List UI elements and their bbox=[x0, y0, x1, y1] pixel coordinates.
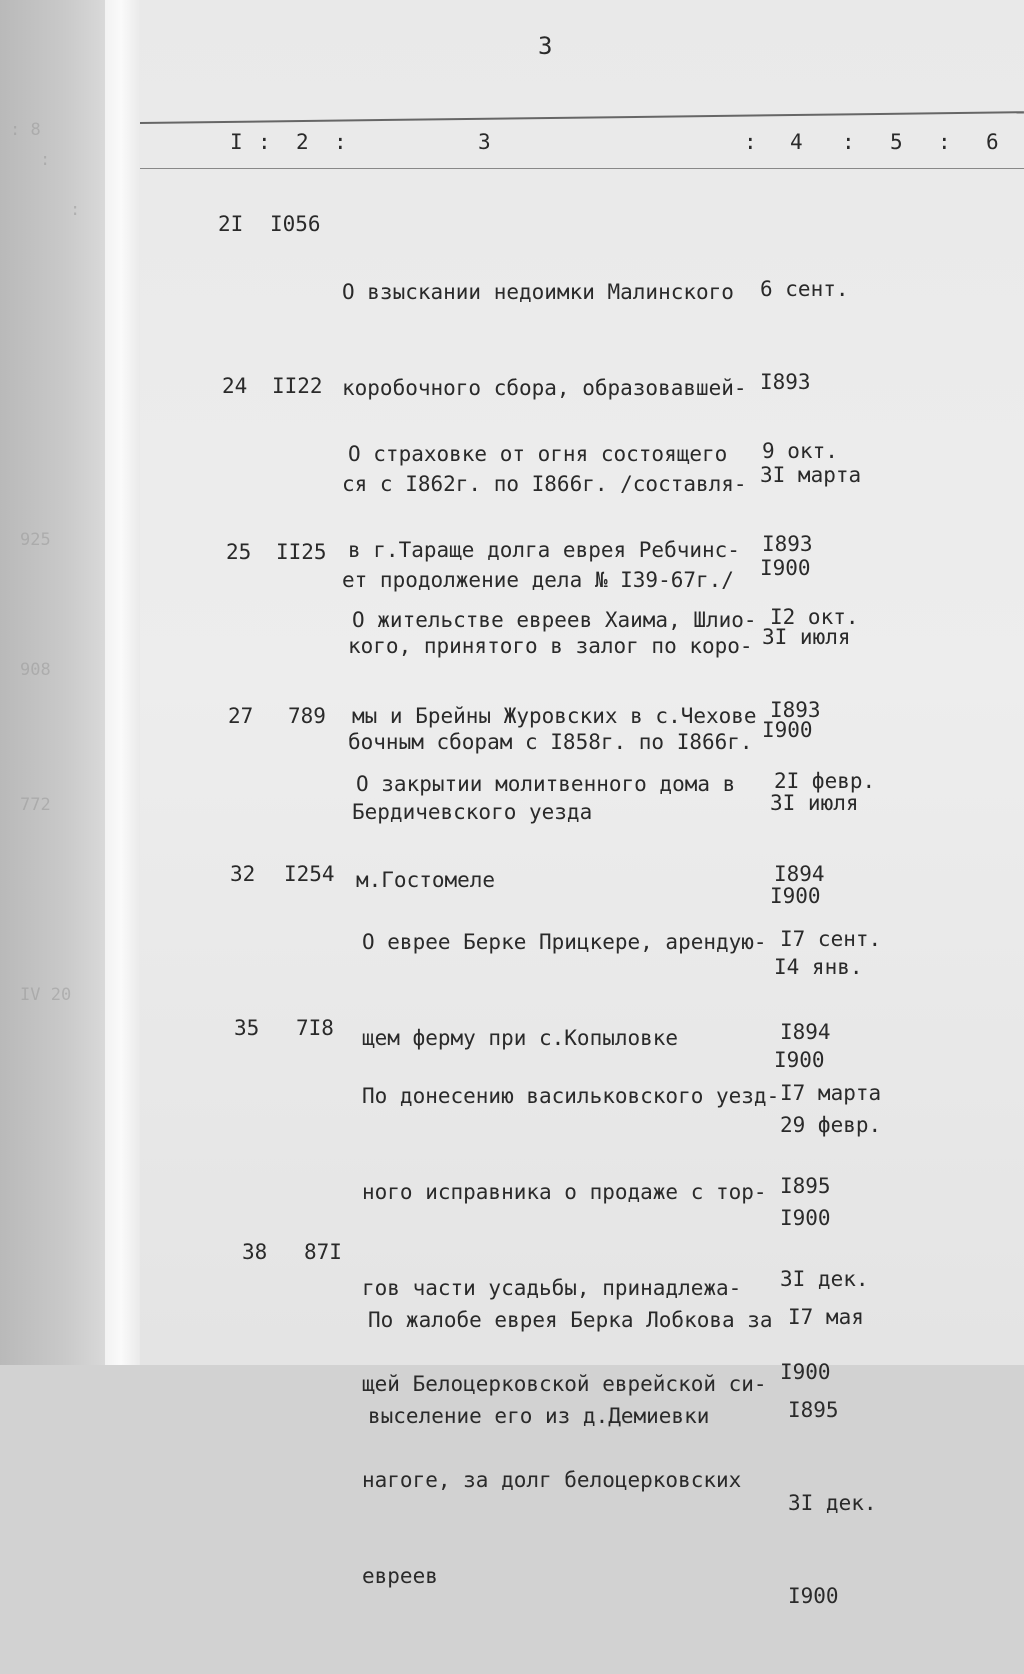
column-separator: : bbox=[258, 130, 271, 154]
column-separator: : bbox=[842, 130, 855, 154]
table-header-bottom-rule bbox=[140, 168, 1024, 169]
column-header-3: 3 bbox=[478, 130, 491, 154]
end-year: I900 bbox=[762, 718, 813, 742]
column-separator: : bbox=[938, 130, 951, 154]
start-year: I895 bbox=[788, 1398, 839, 1422]
bleed-through-mark: 772 bbox=[20, 795, 51, 815]
column-header-1: I bbox=[230, 130, 243, 154]
end-year: I900 bbox=[780, 1360, 831, 1384]
bleed-through-mark: : 8 bbox=[10, 120, 41, 140]
case-title-line: О еврее Берке Прицкере, арендую- bbox=[362, 930, 767, 954]
case-number: I254 bbox=[284, 862, 335, 886]
case-title-line: щем ферму при с.Копыловке bbox=[362, 1026, 679, 1050]
end-date: 3I марта bbox=[760, 463, 862, 487]
case-title-line: бочным сборам с I858г. по I866г. bbox=[348, 730, 753, 754]
start-date: 6 сент. bbox=[760, 277, 849, 301]
case-title-line: О взыскании недоимки Малинского bbox=[342, 280, 734, 304]
start-year: I893 bbox=[770, 698, 821, 722]
case-dates bbox=[788, 1240, 877, 1674]
end-year: I900 bbox=[770, 884, 821, 908]
case-title-line: ся с I862г. по I866г. /составля- bbox=[342, 472, 747, 496]
left-page-edge bbox=[0, 0, 118, 1365]
start-year: I894 bbox=[774, 862, 825, 886]
entry-number: 25 bbox=[226, 540, 252, 564]
case-title-line: м.Гостомеле bbox=[356, 868, 496, 892]
column-separator: : bbox=[334, 130, 347, 154]
column-header-6: 6 bbox=[986, 130, 999, 154]
case-title-line: О страховке от огня состоящего bbox=[348, 442, 728, 466]
case-title-line: евреев bbox=[362, 1564, 438, 1588]
case-title bbox=[368, 1240, 773, 1496]
case-title-line: кого, принятого в залог по коро- bbox=[348, 634, 753, 658]
bleed-through-mark: : bbox=[40, 150, 51, 170]
case-title-line: выселение его из д.Демиевки bbox=[368, 1404, 710, 1428]
entry-number: 32 bbox=[230, 862, 256, 886]
end-date: 3I июля bbox=[770, 791, 859, 815]
case-title-line: мы и Брейны Журовских в с.Чехове bbox=[352, 704, 757, 728]
end-year: I900 bbox=[788, 1584, 839, 1608]
entry-number: 2I bbox=[218, 212, 244, 236]
entry-number: 24 bbox=[222, 374, 248, 398]
column-header-4: 4 bbox=[790, 130, 803, 154]
case-number: 789 bbox=[288, 704, 326, 728]
start-year: I893 bbox=[760, 370, 811, 394]
case-title-line: в г.Тараще долга еврея Ребчинс- bbox=[348, 538, 740, 562]
column-header-2: 2 bbox=[296, 130, 309, 154]
bleed-through-mark: 908 bbox=[20, 660, 51, 680]
end-year: I900 bbox=[774, 1048, 825, 1072]
end-date: 3I июля bbox=[762, 625, 851, 649]
case-title-line: Бердичевского уезда bbox=[352, 800, 593, 824]
end-date: 3I дек. bbox=[780, 1267, 869, 1291]
end-date: 29 февр. bbox=[780, 1113, 882, 1137]
column-header-5: 5 bbox=[890, 130, 903, 154]
start-date: 9 окт. bbox=[762, 439, 838, 463]
start-date: 2I февр. bbox=[774, 769, 876, 793]
bleed-through-mark: IV 20 bbox=[20, 985, 72, 1005]
entry-number: 27 bbox=[228, 704, 254, 728]
case-title-line: По жалобе еврея Берка Лобкова за bbox=[368, 1308, 773, 1332]
bleed-through-mark: 925 bbox=[20, 530, 51, 550]
case-title-line: О закрытии молитвенного дома в bbox=[356, 772, 736, 796]
end-year: I900 bbox=[780, 1206, 831, 1230]
case-number: II22 bbox=[272, 374, 323, 398]
start-year: I894 bbox=[780, 1020, 831, 1044]
start-date: I7 марта bbox=[780, 1081, 882, 1105]
case-title-line: нагоге, за долг белоцерковских bbox=[362, 1468, 742, 1492]
start-date: I7 мая bbox=[788, 1305, 864, 1329]
case-title-line: гов части усадьбы, принадлежа- bbox=[362, 1276, 742, 1300]
end-date: 3I дек. bbox=[788, 1491, 877, 1515]
column-separator: : bbox=[744, 130, 757, 154]
start-date: I7 сент. bbox=[780, 927, 882, 951]
case-number: 7I8 bbox=[296, 1016, 334, 1040]
case-title-line: По донесению васильковского уезд- bbox=[362, 1084, 780, 1108]
start-date: I2 окт. bbox=[770, 605, 859, 629]
start-year: I893 bbox=[762, 532, 813, 556]
case-number: I056 bbox=[270, 212, 321, 236]
case-title-line: ет продолжение дела № I39-67г./ bbox=[342, 568, 734, 592]
case-number: 87I bbox=[304, 1240, 342, 1264]
entry-number: 35 bbox=[234, 1016, 260, 1040]
end-date: I4 янв. bbox=[774, 955, 863, 979]
case-number: II25 bbox=[276, 540, 327, 564]
page-gutter bbox=[105, 0, 145, 1365]
end-year: I900 bbox=[760, 556, 811, 580]
bleed-through-mark: : bbox=[70, 200, 81, 220]
case-title-line: щей Белоцерковской еврейской си- bbox=[362, 1372, 767, 1396]
page-number: 3 bbox=[538, 32, 553, 60]
case-title-line: О жительстве евреев Хаима, Шлио- bbox=[352, 608, 757, 632]
entry-number: 38 bbox=[242, 1240, 268, 1264]
case-title-line: коробочного сбора, образовавшей- bbox=[342, 376, 747, 400]
start-year: I895 bbox=[780, 1174, 831, 1198]
case-title-line: ного исправника о продаже с тор- bbox=[362, 1180, 767, 1204]
